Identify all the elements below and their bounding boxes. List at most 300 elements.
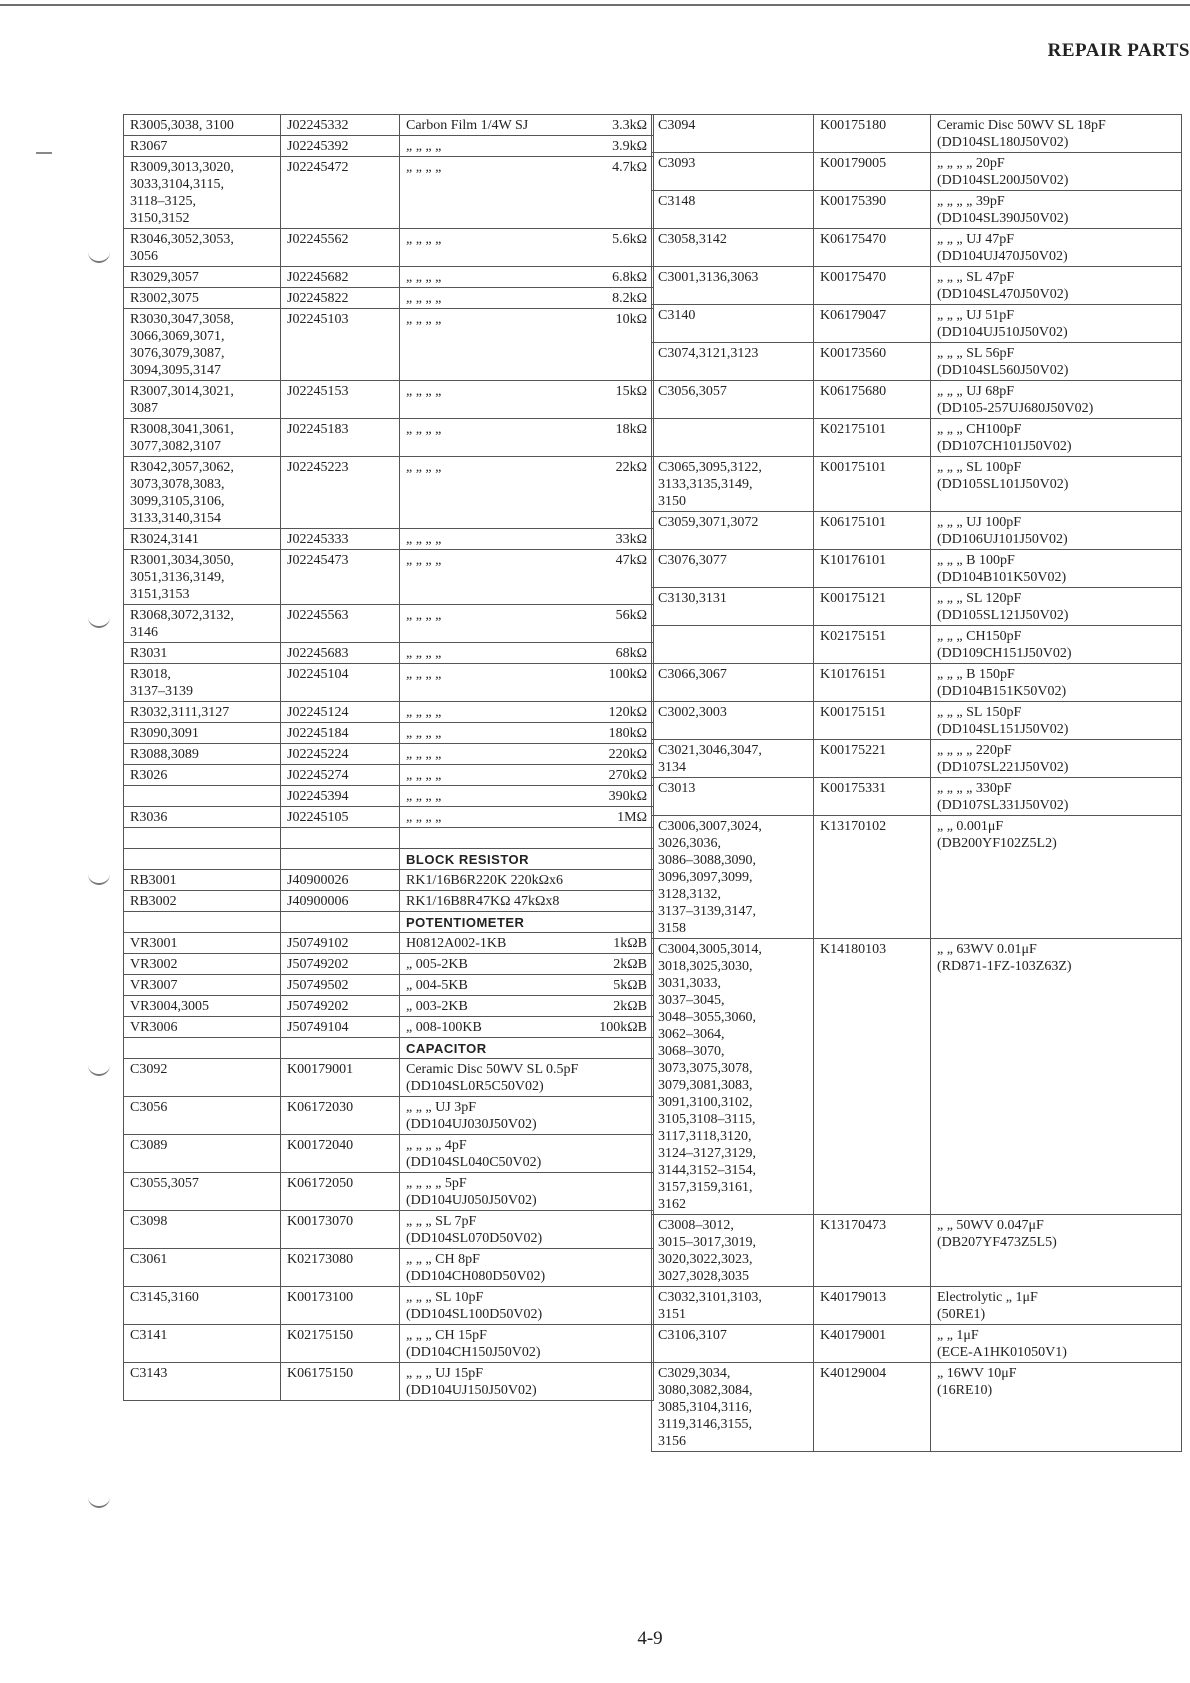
- part-number: J02245103: [281, 309, 400, 381]
- part-number: J02245224: [281, 744, 400, 765]
- part-number: J50749102: [281, 933, 400, 954]
- value-text: 120kΩ: [608, 705, 647, 720]
- type-code-text: (DD104B101K50V02): [937, 570, 1067, 585]
- description: [400, 1249, 654, 1287]
- reference-designator: C3106,3107: [652, 1325, 814, 1363]
- description-text: „ „ „ „ 4pF: [406, 1138, 467, 1153]
- empty-cell: [124, 912, 281, 933]
- table-row: [652, 1363, 1182, 1452]
- description-text: „ 008-100KB: [406, 1020, 482, 1035]
- table-row: [652, 343, 1182, 381]
- description-text: „ „ „ CH 8pF: [406, 1252, 480, 1267]
- reference-designator: R3005,3038, 3100: [124, 115, 281, 136]
- description-text: Electrolytic „ 1μF: [937, 1290, 1038, 1305]
- type-code-text: (DD105SL101J50V02): [937, 477, 1069, 492]
- value-text: 270kΩ: [608, 768, 647, 783]
- section-row: [124, 849, 654, 870]
- part-number: J02245153: [281, 381, 400, 419]
- description-text: „ „ „ UJ 51pF: [937, 308, 1014, 323]
- reference-designator: R3042,3057,3062, 3073,3078,3083, 3099,3105,3106, 3133,3140,3154: [124, 457, 281, 529]
- reference-designator: C3006,3007,3024, 3026,3036, 3086–3088,3090, 3096,3097,3099, 3128,3132, 3137–3139,3147, 3158: [652, 816, 814, 939]
- part-number: K06172030: [281, 1097, 400, 1135]
- reference-designator: R3007,3014,3021, 3087: [124, 381, 281, 419]
- table-row: [124, 550, 654, 605]
- type-code-text: (DD104UJ050J50V02): [406, 1193, 537, 1208]
- part-number: J50749202: [281, 954, 400, 975]
- value-text: 68kΩ: [615, 646, 647, 661]
- page-title: REPAIR PARTS: [1047, 40, 1190, 61]
- reference-designator: C3056,3057: [652, 381, 814, 419]
- type-code-text: (DD107SL331J50V02): [937, 798, 1069, 813]
- part-number: K00175101: [814, 457, 931, 512]
- description: [400, 1325, 654, 1363]
- description-text: „ „ „ „: [406, 460, 442, 475]
- part-number: K06175470: [814, 229, 931, 267]
- type-code-text: (DD104UJ510J50V02): [937, 325, 1068, 340]
- reference-designator: R3024,3141: [124, 529, 281, 550]
- table-row: [124, 1211, 654, 1249]
- description-text: RK1/16B6R220K 220kΩx6: [406, 873, 564, 888]
- empty-cell: [281, 912, 400, 933]
- description-text: „ „ 0.001μF: [937, 819, 1004, 834]
- empty-cell: [124, 1038, 281, 1059]
- description: [400, 529, 654, 550]
- value-text: 5.6kΩ: [612, 232, 647, 247]
- reference-designator: C3013: [652, 778, 814, 816]
- description-text: „ „ „ „: [406, 232, 442, 247]
- table-row: [652, 588, 1182, 626]
- description: [931, 626, 1182, 664]
- part-number: K00175470: [814, 267, 931, 305]
- table-row: [124, 529, 654, 550]
- part-number: K10176151: [814, 664, 931, 702]
- description: [931, 1363, 1182, 1452]
- section-row: [124, 1038, 654, 1059]
- reference-designator: C3059,3071,3072: [652, 512, 814, 550]
- table-row: [652, 267, 1182, 305]
- empty-cell: [124, 849, 281, 870]
- reference-designator: C3008–3012, 3015–3017,3019, 3020,3022,3023, 3027,3028,3035: [652, 1215, 814, 1287]
- part-number: J02245223: [281, 457, 400, 529]
- reference-designator: R3030,3047,3058, 3066,3069,3071, 3076,3079,3087, 3094,3095,3147: [124, 309, 281, 381]
- description-text: „ „ „ CH100pF: [937, 422, 1022, 437]
- table-row: [124, 954, 654, 975]
- punch-mark: [88, 250, 110, 263]
- description-text: Ceramic Disc 50WV SL 0.5pF: [406, 1062, 579, 1077]
- description: [400, 1059, 654, 1097]
- reference-designator: R3029,3057: [124, 267, 281, 288]
- description: [931, 740, 1182, 778]
- reference-designator: C3076,3077: [652, 550, 814, 588]
- punch-mark: [88, 1063, 110, 1076]
- table-row: [652, 457, 1182, 512]
- description: [931, 702, 1182, 740]
- description: [931, 305, 1182, 343]
- description-text: „ „ „ „ 330pF: [937, 781, 1012, 796]
- table-row: [124, 664, 654, 702]
- type-code-text: (DD104SL390J50V02): [937, 211, 1069, 226]
- description: [400, 702, 654, 723]
- reference-designator: C3094: [652, 115, 814, 153]
- description: [400, 870, 654, 891]
- reference-designator: C3056: [124, 1097, 281, 1135]
- description: [400, 828, 654, 849]
- part-number: K00172040: [281, 1135, 400, 1173]
- type-code-text: (DD104B151K50V02): [937, 684, 1067, 699]
- reference-designator: VR3002: [124, 954, 281, 975]
- table-row: [652, 191, 1182, 229]
- reference-designator: R3009,3013,3020, 3033,3104,3115, 3118–3125, 3150,3152: [124, 157, 281, 229]
- top-rule: [0, 4, 1190, 6]
- table-row: [124, 115, 654, 136]
- table-row: [124, 605, 654, 643]
- description-text: „ „ „ „: [406, 160, 442, 175]
- type-code-text: (DD104SL070D50V02): [406, 1231, 543, 1246]
- description: [400, 267, 654, 288]
- table-row: [652, 153, 1182, 191]
- description: [931, 512, 1182, 550]
- part-number: [281, 828, 400, 849]
- part-number: K02175151: [814, 626, 931, 664]
- table-row: [652, 1215, 1182, 1287]
- table-row: [124, 723, 654, 744]
- value-text: 3.9kΩ: [612, 139, 647, 154]
- description: [931, 816, 1182, 939]
- description: [400, 115, 654, 136]
- part-number: K06172050: [281, 1173, 400, 1211]
- table-row: [124, 309, 654, 381]
- reference-designator: C3130,3131: [652, 588, 814, 626]
- description-text: „ „ „ „: [406, 422, 442, 437]
- table-row: [124, 807, 654, 828]
- table-row: [124, 457, 654, 529]
- table-row: [124, 267, 654, 288]
- page-number: 4-9: [637, 1628, 663, 1649]
- table-row: [124, 702, 654, 723]
- table-row: [124, 891, 654, 912]
- part-number: J02245562: [281, 229, 400, 267]
- punch-mark: [88, 1495, 110, 1508]
- value-text: 18kΩ: [615, 422, 647, 437]
- description: [400, 786, 654, 807]
- type-code-text: (DD104CH150J50V02): [406, 1345, 541, 1360]
- part-number: J50749202: [281, 996, 400, 1017]
- part-number: J02245394: [281, 786, 400, 807]
- reference-designator: C3143: [124, 1363, 281, 1401]
- type-code-text: (DD109CH151J50V02): [937, 646, 1072, 661]
- part-number: K00175151: [814, 702, 931, 740]
- part-number: K02173080: [281, 1249, 400, 1287]
- value-text: 2kΩB: [613, 957, 647, 972]
- description: [931, 343, 1182, 381]
- type-code-text: (ECE-A1HK01050V1): [937, 1345, 1067, 1360]
- reference-designator: C3145,3160: [124, 1287, 281, 1325]
- reference-designator: C3098: [124, 1211, 281, 1249]
- description: [400, 605, 654, 643]
- table-row: [124, 1287, 654, 1325]
- description-text: „ 003-2KB: [406, 999, 468, 1014]
- reference-designator: C3001,3136,3063: [652, 267, 814, 305]
- description-text: „ „ „ UJ 3pF: [406, 1100, 476, 1115]
- description-text: RK1/16B8R47KΩ 47kΩx8: [406, 894, 560, 909]
- part-number: J02245183: [281, 419, 400, 457]
- description: [931, 939, 1182, 1215]
- type-code-text: (DD107CH101J50V02): [937, 439, 1072, 454]
- parts-table-left: [123, 114, 654, 1401]
- reference-designator: [124, 828, 281, 849]
- type-code-text: (DD104SL0R5C50V02): [406, 1079, 544, 1094]
- table-row: [652, 1287, 1182, 1325]
- description-text: „ „ „ „ 220pF: [937, 743, 1012, 758]
- description: [931, 153, 1182, 191]
- description-text: „ „ „ „: [406, 270, 442, 285]
- part-number: K00173070: [281, 1211, 400, 1249]
- description: [931, 1215, 1182, 1287]
- description-text: „ 004-5KB: [406, 978, 468, 993]
- table-row: [124, 419, 654, 457]
- description: [400, 954, 654, 975]
- part-number: J02245333: [281, 529, 400, 550]
- table-row: [124, 1017, 654, 1038]
- description: [400, 550, 654, 605]
- part-number: J02245332: [281, 115, 400, 136]
- part-number: J50749104: [281, 1017, 400, 1038]
- part-number: K40129004: [814, 1363, 931, 1452]
- table-row: [124, 1097, 654, 1135]
- value-text: 6.8kΩ: [612, 270, 647, 285]
- type-code-text: (DD107SL221J50V02): [937, 760, 1069, 775]
- reference-designator: R3026: [124, 765, 281, 786]
- description: [400, 288, 654, 309]
- value-text: 4.7kΩ: [612, 160, 647, 175]
- description-text: „ „ „ „: [406, 608, 442, 623]
- type-code-text: (RD871-1FZ-103Z63Z): [937, 959, 1072, 974]
- description-text: Carbon Film 1/4W SJ: [406, 118, 529, 133]
- value-text: 10kΩ: [615, 312, 647, 327]
- description: [400, 933, 654, 954]
- description-text: „ „ „ SL 7pF: [406, 1214, 477, 1229]
- description: [400, 765, 654, 786]
- part-number: J50749502: [281, 975, 400, 996]
- reference-designator: [652, 419, 814, 457]
- value-text: 56kΩ: [615, 608, 647, 623]
- reference-designator: [124, 786, 281, 807]
- reference-designator: R3036: [124, 807, 281, 828]
- reference-designator: C3058,3142: [652, 229, 814, 267]
- reference-designator: C3148: [652, 191, 814, 229]
- table-row: [124, 786, 654, 807]
- type-code-text: (DD104SL180J50V02): [937, 135, 1069, 150]
- table-row: [652, 305, 1182, 343]
- reference-designator: C3141: [124, 1325, 281, 1363]
- type-code-text: (DD104SL200J50V02): [937, 173, 1069, 188]
- description: [931, 588, 1182, 626]
- part-number: K00179001: [281, 1059, 400, 1097]
- description-text: „ „ „ B 100pF: [937, 553, 1015, 568]
- reference-designator: C3032,3101,3103, 3151: [652, 1287, 814, 1325]
- table-row: [124, 828, 654, 849]
- description-text: „ „ „ CH 15pF: [406, 1328, 487, 1343]
- part-number: K13170102: [814, 816, 931, 939]
- type-code-text: (DD104SL040C50V02): [406, 1155, 542, 1170]
- type-code-text: (DD104SL470J50V02): [937, 287, 1069, 302]
- reference-designator: [652, 626, 814, 664]
- section-row: [124, 912, 654, 933]
- description-text: „ „ „ UJ 100pF: [937, 515, 1021, 530]
- description: [400, 157, 654, 229]
- description-text: „ „ „ „: [406, 768, 442, 783]
- description: [931, 778, 1182, 816]
- description: [400, 136, 654, 157]
- reference-designator: R3088,3089: [124, 744, 281, 765]
- reference-designator: C3074,3121,3123: [652, 343, 814, 381]
- description-text: „ „ „ CH150pF: [937, 629, 1022, 644]
- part-number: J02245563: [281, 605, 400, 643]
- table-row: [652, 229, 1182, 267]
- table-row: [124, 157, 654, 229]
- part-number: K06175101: [814, 512, 931, 550]
- description: [931, 1325, 1182, 1363]
- description: [400, 1135, 654, 1173]
- empty-cell: [281, 1038, 400, 1059]
- description-text: „ „ „ SL 56pF: [937, 346, 1015, 361]
- description: [400, 1097, 654, 1135]
- description: [400, 457, 654, 529]
- part-number: J02245682: [281, 267, 400, 288]
- table-row: [124, 1249, 654, 1287]
- description-text: „ „ „ SL 47pF: [937, 270, 1015, 285]
- description-text: „ 16WV 10μF: [937, 1366, 1017, 1381]
- value-text: 100kΩB: [599, 1020, 647, 1035]
- description-text: „ „ 50WV 0.047μF: [937, 1218, 1044, 1233]
- value-text: 33kΩ: [615, 532, 647, 547]
- description: [400, 975, 654, 996]
- description: [400, 891, 654, 912]
- description-text: „ „ 63WV 0.01μF: [937, 942, 1037, 957]
- description-text: „ „ „ „: [406, 667, 442, 682]
- reference-designator: C3093: [652, 153, 814, 191]
- description-text: „ „ „ „ 39pF: [937, 194, 1005, 209]
- table-row: [124, 229, 654, 267]
- value-text: 47kΩ: [615, 553, 647, 568]
- table-row: [124, 1173, 654, 1211]
- type-code-text: (DD105SL121J50V02): [937, 608, 1069, 623]
- reference-designator: R3032,3111,3127: [124, 702, 281, 723]
- part-number: K06179047: [814, 305, 931, 343]
- reference-designator: C3002,3003: [652, 702, 814, 740]
- part-number: K02175101: [814, 419, 931, 457]
- description-text: Ceramic Disc 50WV SL 18pF: [937, 118, 1106, 133]
- value-text: 220kΩ: [608, 747, 647, 762]
- description: [400, 381, 654, 419]
- type-code-text: (50RE1): [937, 1307, 986, 1322]
- description: [931, 229, 1182, 267]
- reference-designator: R3002,3075: [124, 288, 281, 309]
- section-heading: CAPACITOR: [400, 1038, 654, 1059]
- empty-cell: [281, 849, 400, 870]
- reference-designator: C3061: [124, 1249, 281, 1287]
- value-text: 8.2kΩ: [612, 291, 647, 306]
- type-code-text: (DD104CH080D50V02): [406, 1269, 546, 1284]
- reference-designator: C3066,3067: [652, 664, 814, 702]
- type-code-text: (DD104SL100D50V02): [406, 1307, 543, 1322]
- part-number: J40900006: [281, 891, 400, 912]
- reference-designator: VR3007: [124, 975, 281, 996]
- part-number: K00175221: [814, 740, 931, 778]
- description-text: „ „ 1μF: [937, 1328, 979, 1343]
- description: [400, 744, 654, 765]
- description: [400, 419, 654, 457]
- description-text: „ „ „ SL 120pF: [937, 591, 1022, 606]
- reference-designator: R3090,3091: [124, 723, 281, 744]
- part-number: K00175331: [814, 778, 931, 816]
- reference-designator: RB3001: [124, 870, 281, 891]
- reference-designator: C3140: [652, 305, 814, 343]
- type-code-text: (DD106UJ101J50V02): [937, 532, 1068, 547]
- description: [400, 723, 654, 744]
- value-text: 22kΩ: [615, 460, 647, 475]
- description: [400, 1363, 654, 1401]
- description-text: „ „ „ „: [406, 139, 442, 154]
- part-number: J02245124: [281, 702, 400, 723]
- description: [400, 643, 654, 664]
- table-row: [652, 419, 1182, 457]
- value-text: 15kΩ: [615, 384, 647, 399]
- value-text: 390kΩ: [608, 789, 647, 804]
- part-number: K02175150: [281, 1325, 400, 1363]
- table-row: [124, 933, 654, 954]
- description-text: „ „ „ „: [406, 312, 442, 327]
- description: [931, 191, 1182, 229]
- part-number: K00173560: [814, 343, 931, 381]
- table-row: [652, 778, 1182, 816]
- punch-mark: [36, 152, 52, 154]
- type-code-text: (DB207YF473Z5L5): [937, 1235, 1057, 1250]
- table-row: [124, 1059, 654, 1097]
- part-number: K40179001: [814, 1325, 931, 1363]
- description: [400, 664, 654, 702]
- section-heading: BLOCK RESISTOR: [400, 849, 654, 870]
- reference-designator: RB3002: [124, 891, 281, 912]
- description-text: „ „ „ „ 20pF: [937, 156, 1005, 171]
- value-text: 3.3kΩ: [612, 118, 647, 133]
- part-number: K06175680: [814, 381, 931, 419]
- value-text: 100kΩ: [608, 667, 647, 682]
- table-row: [652, 939, 1182, 1215]
- description-text: „ „ „ „: [406, 553, 442, 568]
- reference-designator: VR3001: [124, 933, 281, 954]
- part-number: J02245104: [281, 664, 400, 702]
- reference-designator: R3001,3034,3050, 3051,3136,3149, 3151,3153: [124, 550, 281, 605]
- reference-designator: R3067: [124, 136, 281, 157]
- reference-designator: C3004,3005,3014, 3018,3025,3030, 3031,3033, 3037–3045, 3048–3055,3060, 3062–3064, 3068–3070, 3073,3075,3078, 3079,3081,3083, 3091,3100,3102, 3105,3108–3115, 3117,3118,3120, 3124–3127,3129, 3144,3152–3154, 3157,3159,3161, 3162: [652, 939, 814, 1215]
- reference-designator: R3031: [124, 643, 281, 664]
- table-row: [652, 740, 1182, 778]
- part-number: K00173100: [281, 1287, 400, 1325]
- reference-designator: C3055,3057: [124, 1173, 281, 1211]
- table-row: [124, 996, 654, 1017]
- table-row: [124, 765, 654, 786]
- part-number: K40179013: [814, 1287, 931, 1325]
- table-row: [652, 550, 1182, 588]
- type-code-text: (16RE10): [937, 1383, 993, 1398]
- section-heading: POTENTIOMETER: [400, 912, 654, 933]
- reference-designator: C3029,3034, 3080,3082,3084, 3085,3104,3116, 3119,3146,3155, 3156: [652, 1363, 814, 1452]
- part-number: J02245473: [281, 550, 400, 605]
- part-number: J40900026: [281, 870, 400, 891]
- description-text: „ „ „ „: [406, 789, 442, 804]
- table-row: [652, 512, 1182, 550]
